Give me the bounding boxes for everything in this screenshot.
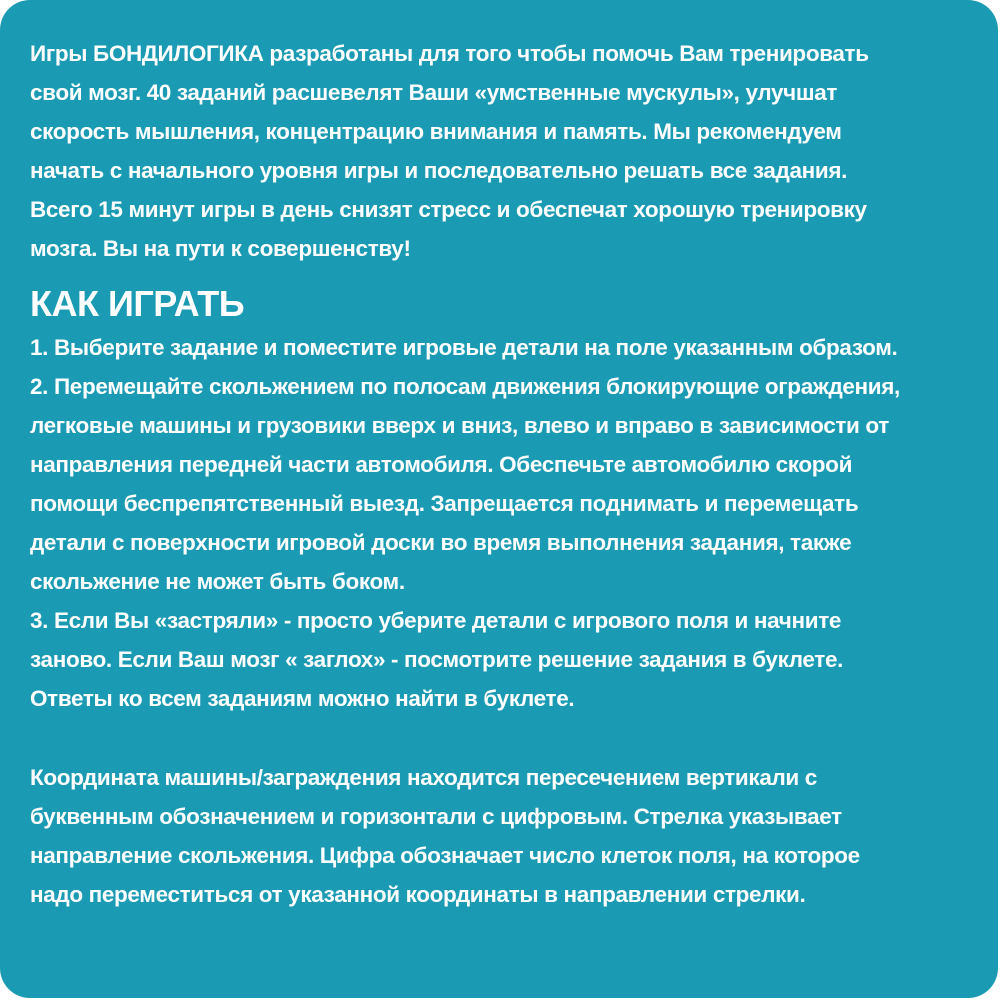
- how-to-play-line: заново. Если Ваш мозг « заглох» - посмотрите решение задания в буклете.: [30, 647, 844, 672]
- how-to-play-line: скольжение не может быть боком.: [30, 569, 405, 594]
- how-to-play-line: легковые машины и грузовики вверх и вниз, влево и вправо в зависимости от: [30, 413, 889, 438]
- intro-paragraph: [30, 34, 978, 268]
- section-spacer: [30, 718, 978, 758]
- how-to-play-line: направления передней части автомобиля. Обеспечьте автомобилю скорой: [30, 452, 853, 477]
- how-to-play-heading: КАК ИГРАТЬ: [30, 283, 245, 324]
- how-to-play-line: помощи беспрепятственный выезд. Запрещается поднимать и перемещать: [30, 491, 859, 516]
- how-to-play-line: детали с поверхности игровой доски во время выполнения задания, также: [30, 530, 852, 555]
- intro-line: мозга. Вы на пути к совершенству!: [30, 236, 411, 261]
- intro-line: начать с начального уровня игры и последовательно решать все задания.: [30, 158, 848, 183]
- coordinates-line: Координата машины/заграждения находится пересечением вертикали с: [30, 765, 817, 790]
- intro-line: скорость мышления, концентрацию внимания и память. Мы рекомендуем: [30, 119, 842, 144]
- how-to-play-line: 1. Выберите задание и поместите игровые детали на поле указанным образом.: [30, 335, 898, 360]
- how-to-play-line: 3. Если Вы «застряли» - просто уберите детали с игрового поля и начните: [30, 608, 842, 633]
- coordinates-line: направление скольжения. Цифра обозначает число клеток поля, на которое: [30, 843, 860, 868]
- how-to-play-line: Ответы ко всем заданиям можно найти в буклете.: [30, 686, 575, 711]
- intro-line: Игры БОНДИЛОГИКА разработаны для того чтобы помочь Вам тренировать: [30, 41, 869, 66]
- coordinates-line: надо переместиться от указанной координаты в направлении стрелки.: [30, 882, 806, 907]
- intro-line: свой мозг. 40 заданий расшевелят Ваши «умственные мускулы», улучшат: [30, 80, 838, 105]
- intro-line: Всего 15 минут игры в день снизят стресс и обеспечат хорошую тренировку: [30, 197, 867, 222]
- how-to-play-paragraph: [30, 328, 978, 718]
- coordinates-paragraph: [30, 758, 978, 914]
- coordinates-line: буквенным обозначением и горизонтали с цифровым. Стрелка указывает: [30, 804, 842, 829]
- how-to-play-line: 2. Перемещайте скольжением по полосам движения блокирующие ограждения,: [30, 374, 900, 399]
